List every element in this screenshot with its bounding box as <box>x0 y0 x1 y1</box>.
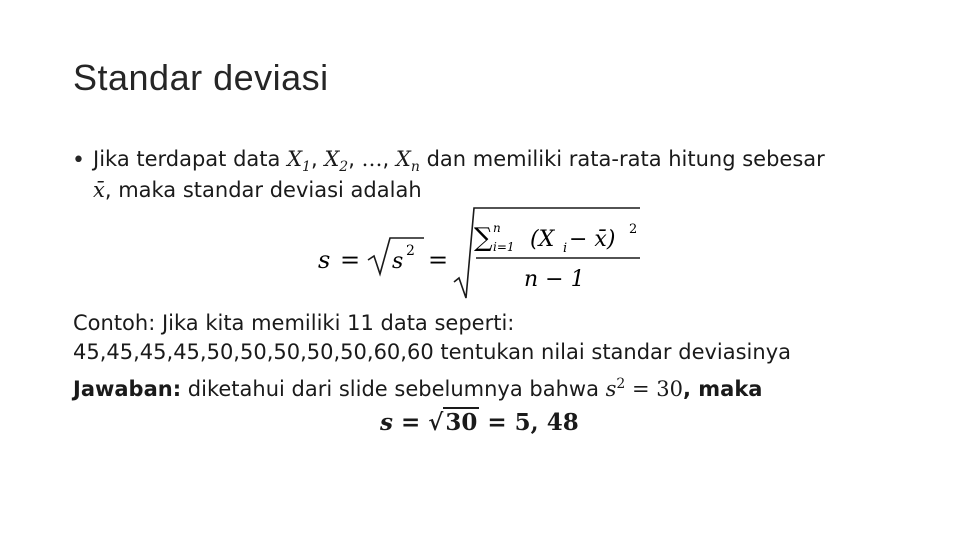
denominator: n − 1 <box>524 267 585 292</box>
var-x1: $X_1$ <box>287 147 311 176</box>
sum-upper: n <box>493 221 501 235</box>
final-result <box>380 409 579 436</box>
definition-line-1: Jika terdapat data $X_1$, $X_2$, …, $X_n$ dan memiliki rata-rata hitung sebesar <box>93 147 825 176</box>
ellipsis: … <box>361 147 383 171</box>
sum-symbol: ∑ <box>474 223 493 253</box>
final-value: = 5, 48 <box>479 409 579 436</box>
definition-line-2 <box>93 177 422 203</box>
final-s: s <box>380 409 393 436</box>
final-sqrt: √30 <box>428 409 478 436</box>
answer-s: s <box>605 377 617 401</box>
answer-text: diketahui dari slide sebelumnya bahwa <box>181 377 606 401</box>
numerator-sub: i <box>563 241 568 256</box>
numerator-rest: − x̄) <box>569 227 616 252</box>
numerator-body: (X <box>530 227 555 252</box>
final-radicand: 30 <box>445 409 478 436</box>
example-line-2: 45,45,45,45,50,50,50,50,50,60,60 tentukan nilai standar deviasinya <box>73 340 791 364</box>
definition-line-2-text: , maka standar deviasi adalah <box>104 178 422 202</box>
answer-tail: , maka <box>683 377 763 401</box>
mean-symbol: x̄ <box>93 178 105 202</box>
var-x2: $X_2$ <box>324 147 349 176</box>
answer-value: = 30 <box>625 377 683 401</box>
standard-deviation-formula <box>318 206 648 301</box>
slide-title: Standar deviasi <box>73 57 329 98</box>
sqrt-s: s <box>392 249 404 274</box>
answer-line <box>73 376 762 402</box>
formula-lhs: s <box>318 246 331 274</box>
numerator-exponent: 2 <box>629 222 638 237</box>
sqrt-s-exponent: 2 <box>406 243 415 259</box>
definition-tail: dan memiliki rata-rata hitung sebesar <box>426 147 825 171</box>
var-xn: $X_n$ <box>395 147 420 176</box>
sum-lower: i=1 <box>493 240 515 254</box>
answer-label: Jawaban: <box>73 377 182 401</box>
answer-exponent: 2 <box>616 376 626 392</box>
bullet-marker: • <box>72 148 85 173</box>
formula-eq-1: = <box>340 246 361 274</box>
definition-text: Jika terdapat data <box>93 147 281 171</box>
example-line-1: Contoh: Jika kita memiliki 11 data seperti: <box>73 311 515 335</box>
formula-eq-2: = <box>428 246 449 274</box>
final-eq: = <box>392 409 429 436</box>
